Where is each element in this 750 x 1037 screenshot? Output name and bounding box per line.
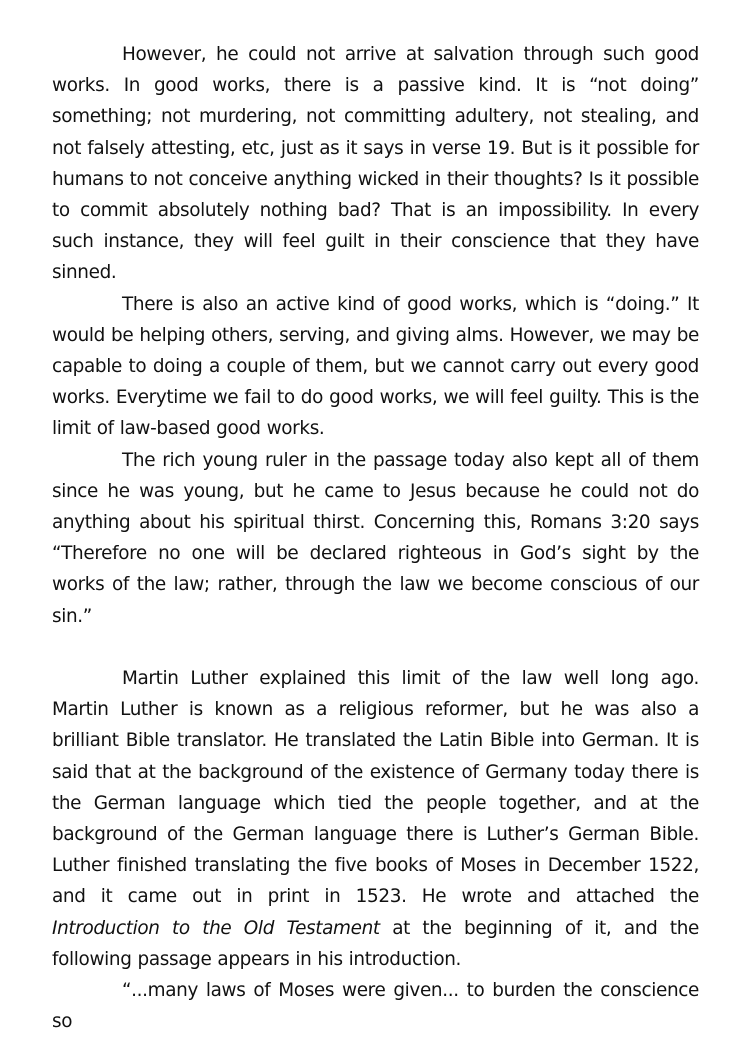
paragraph-rich-young-ruler: The rich young ruler in the passage today also kept all of them since he was young, but he came to Jesus because he could not do anything about his spiritual thirst. Concerning this, Romans 3:20 says “Therefore no one will be declared righteous in God’s sight by the works of the law; rather, through the law we become conscious of our sin.” [52,449,699,627]
paragraph-quote-start: “...many laws of Moses were given... to burden the conscience so [52,980,699,1033]
document-page [52,39,699,1037]
paragraph-martin-luther [52,663,699,975]
paragraph-gap [52,632,699,663]
luther-text-after: at the beginning of it, and the following passage appears in his introduction. [52,917,699,970]
paragraph-active-good-works: There is also an active kind of good works, which is “doing.” It would be helping others, serving, and giving alms. However, we may be capable to doing a couple of them, but we cannot carry out every good works. Everytime we fail to do good works, we will feel guilty. This is the limit of law-based good works. [52,293,699,440]
luther-text-before: Martin Luther explained this limit of the law well long ago. Martin Luther is known as a religious reformer, but he was also a brilliant Bible translator. He translated the Latin Bible into German. It is said that at the background of the existence of Germany today there is the German language which tied the people together, and at the background of the German language there is Luther’s German Bible. Luther finished translating the five books of Moses in December 1522, and it came out in print in 1523. He wrote and attached the [52,668,699,908]
book-title-italic: Introduction to the Old Testament [52,917,380,939]
paragraph-passive-good-works: However, he could not arrive at salvation through such good works. In good works, there is a passive kind. It is “not doing” something; not murdering, not committing adultery, not stealing, and not falsely attesting, etc, just as it says in verse 19. But is it possible for humans to not conceive anything wicked in their thoughts? Is it possible to commit absolutely nothing bad? That is an impossibility. In every such instance, they will feel guilt in their conscience that they have sinned. [52,44,699,284]
